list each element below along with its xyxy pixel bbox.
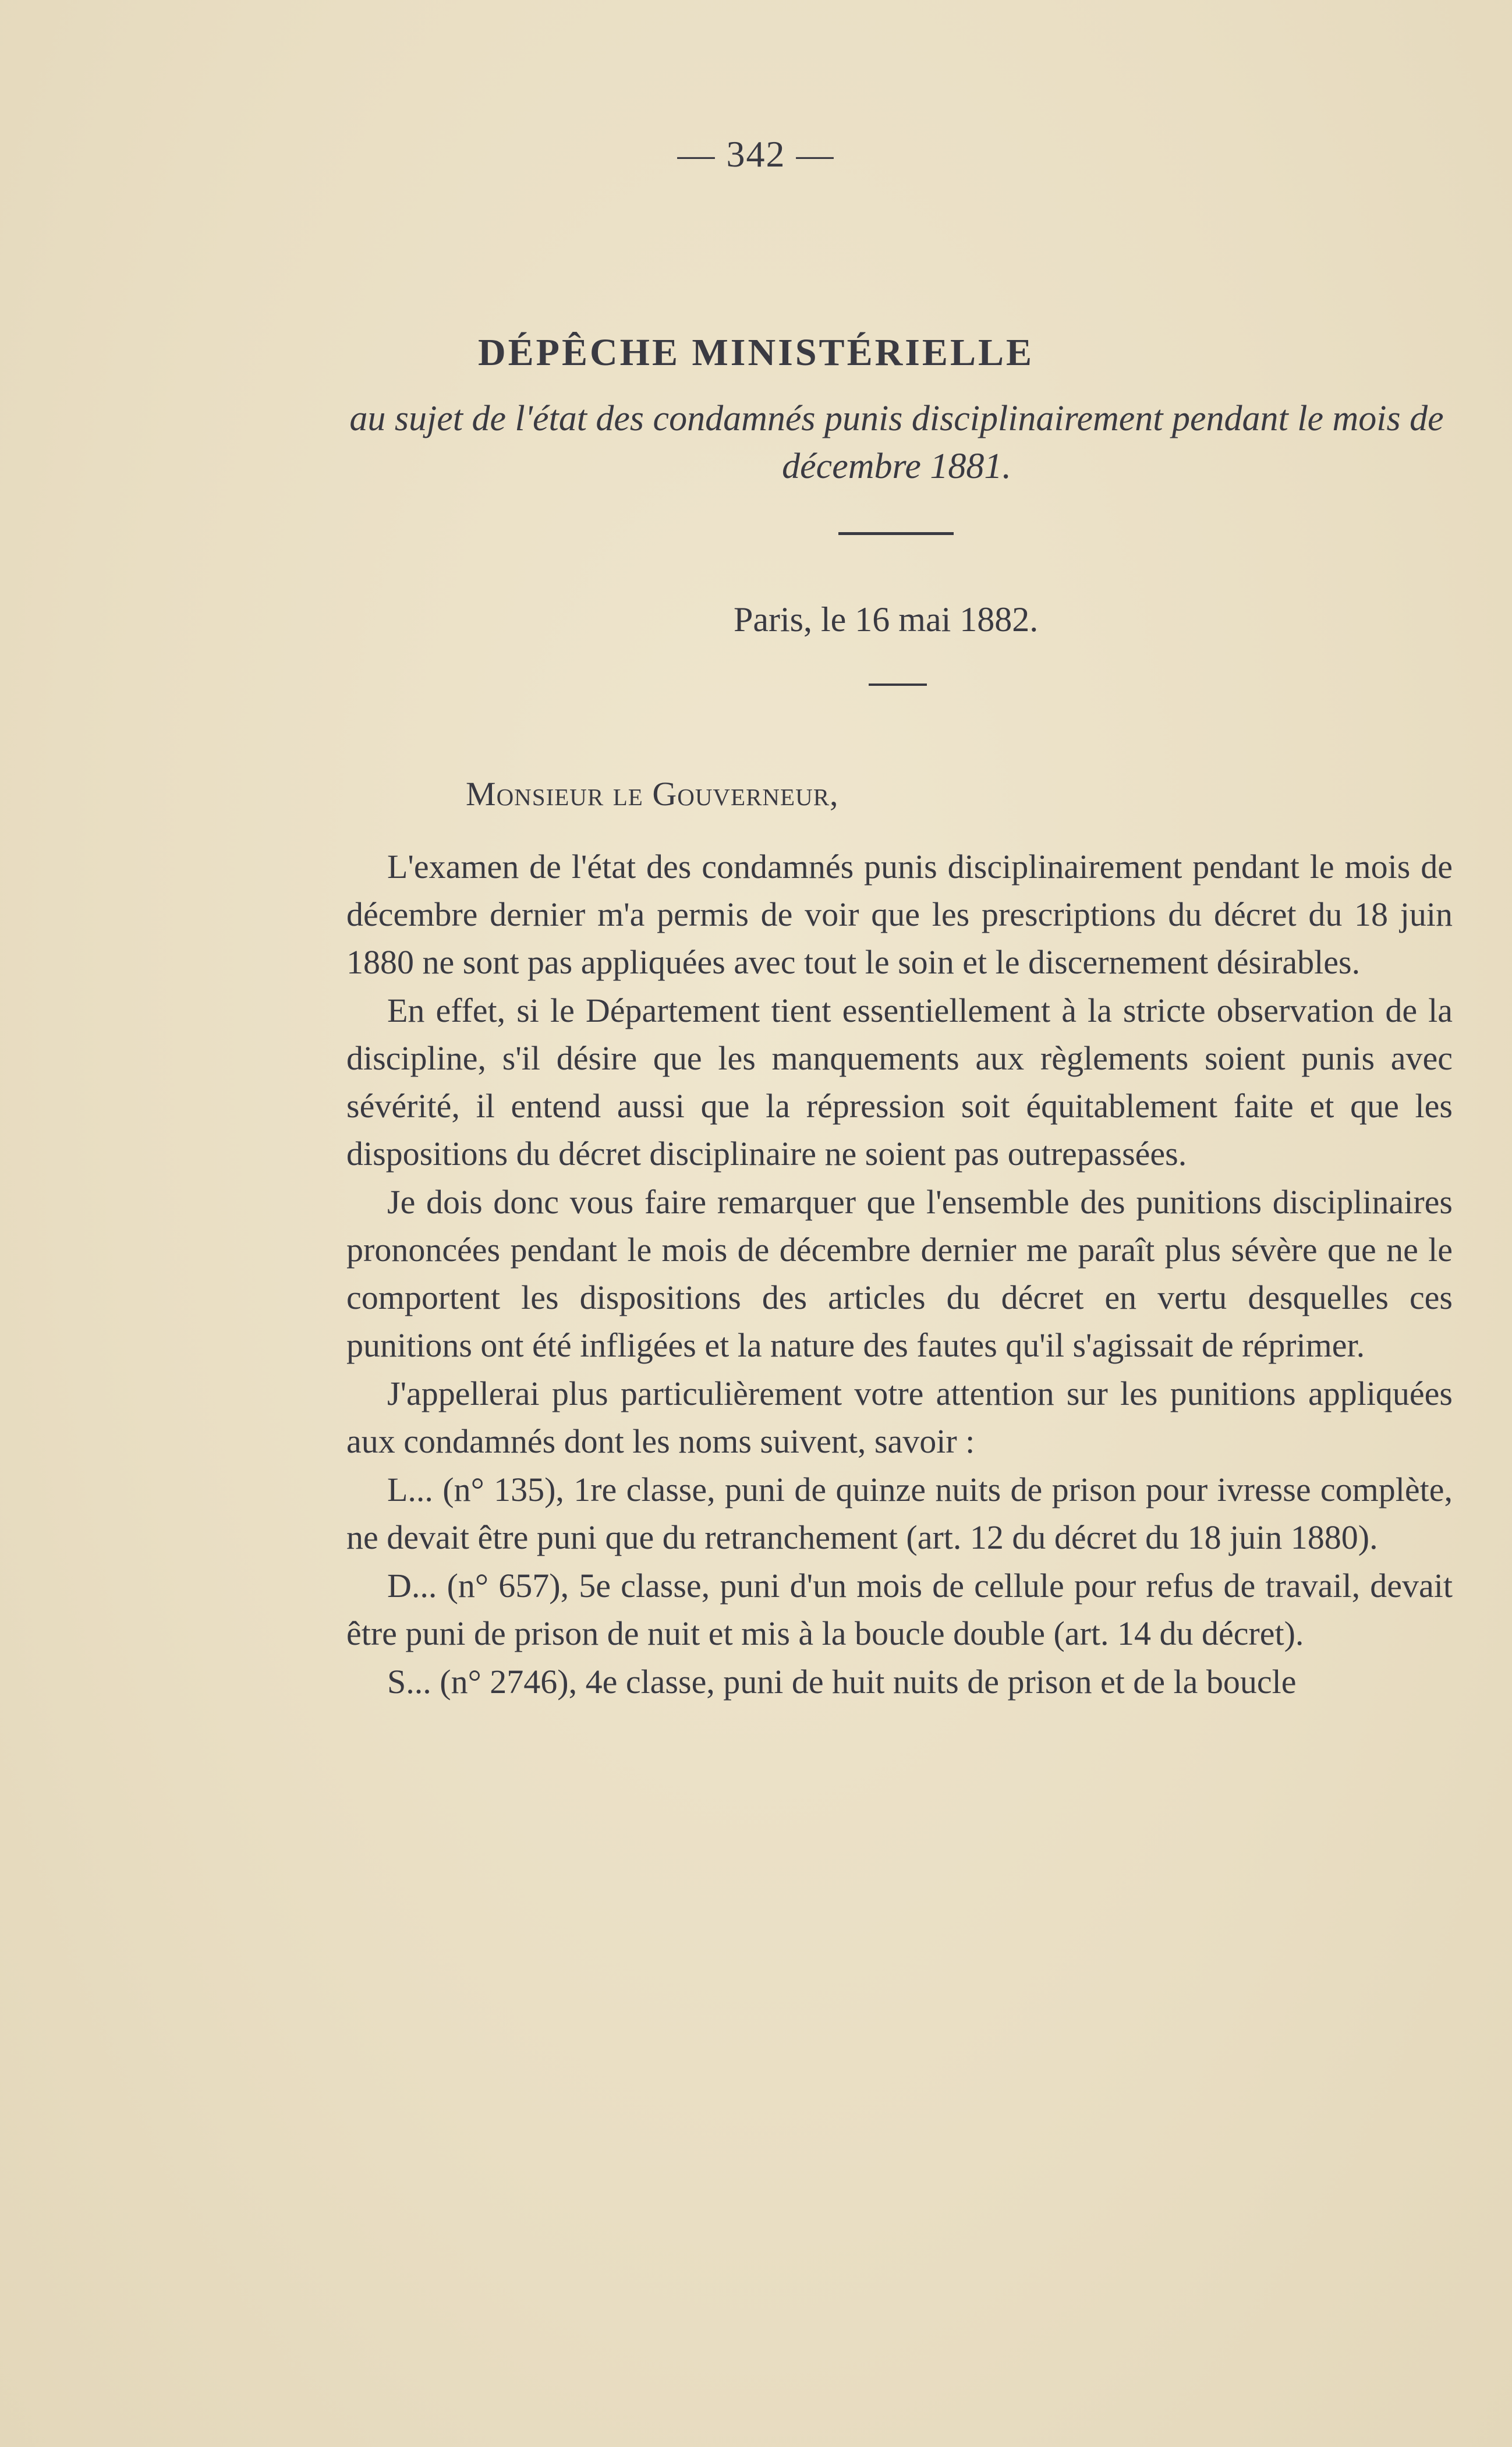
paragraph-examen: L'examen de l'état des condamnés punis disciplinairement pendant le mois de décembre dernier m'a permis de voir que les prescriptions du décret du 18 juin 1880 ne sont pas appliquées avec tout le soin et le discernement désirables. bbox=[346, 848, 1453, 981]
paragraph-je-dois: Je dois donc vous faire remarquer que l'ensemble des punitions disciplinaires prononcées pendant le mois de décembre dernier me paraît plus sévère que ne le comportent les dispositions des articles du décret en vertu desquelles ces punitions ont été infligées et la nature des fautes qu'il s'agissait de réprimer. bbox=[346, 1183, 1453, 1364]
page-number: — 342 — bbox=[677, 133, 835, 175]
separator-rule bbox=[838, 532, 954, 535]
salutation: Monsieur le Gouverneur, bbox=[466, 775, 839, 813]
paragraph-case-l: L... (n° 135), 1re classe, puni de quinze nuits de prison pour ivresse complète, ne devait être puni que du retranchement (art. 12 du décret du 18 juin 1880). bbox=[346, 1471, 1453, 1556]
paragraph-appellerai: J'appellerai plus particulièrement votre attention sur les punitions appliquées aux condamnés dont les noms suivent, savoir : bbox=[346, 1375, 1453, 1460]
document-subtitle: au sujet de l'état des condamnés punis disciplinairement pendant le mois de décembre 1881. bbox=[349, 399, 1444, 486]
letter-body bbox=[346, 843, 1453, 1706]
paragraph-en-effet: En effet, si le Département tient essentiellement à la stricte observation de la discipline, s'il désire que les manquements aux règlements soient punis avec sévérité, il entend aussi que la répression soit équitablement faite et que les dispositions du décret disciplinaire ne soient pas outrepassées. bbox=[346, 991, 1453, 1173]
dateline: Paris, le 16 mai 1882. bbox=[734, 600, 1039, 639]
separator-rule-short bbox=[869, 684, 927, 686]
paragraph-case-d: D... (n° 657), 5e classe, puni d'un mois de cellule pour refus de travail, devait être puni de prison de nuit et mis à la boucle double (art. 14 du décret). bbox=[346, 1567, 1453, 1652]
paragraph-case-s: S... (n° 2746), 4e classe, puni de huit nuits de prison et de la boucle bbox=[387, 1663, 1297, 1701]
document-title: DÉPÊCHE MINISTÉRIELLE bbox=[477, 331, 1035, 374]
